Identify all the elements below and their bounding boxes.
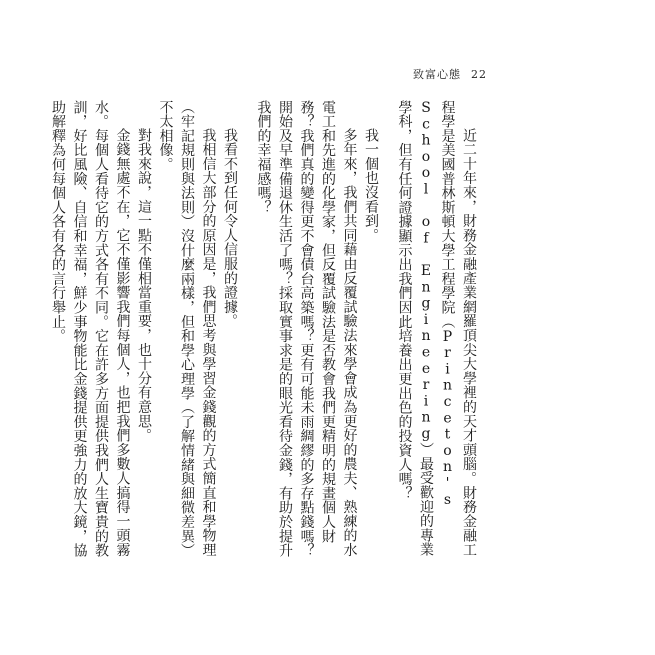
paragraph-4: 我看不到任何令人信服的證據。: [222, 128, 238, 329]
paragraph-7: 金錢無處不在，它不僅影響我們每個人，也把我們多數人搞得一頭霧水。每個人看待它的方式各有不同。它在許多方面提供我們人生寶貴的教訓，好比風險、自信和幸福，鮮少事物能比金錢提供更強力的放大鏡，協助解釋為何每個人各有各的言行舉止。: [50, 100, 131, 558]
paragraph-1: 近二十年來，財務金融產業網羅頂尖大學裡的天才頭腦。財務金融工程學是美國普林斯頓大學工程學院（Princeton's School of Engineering）最受歡迎的專業學科，但有任何證據顯示出我們因此培養出更出色的投資人嗎？: [396, 100, 477, 557]
body-text: [47, 100, 480, 570]
running-header: [413, 66, 487, 82]
paragraph-5: 我相信大部分的原因是，我們思考與學習金錢觀的方式簡直和學物理（牢記規則與法則）沒什麼兩樣，但和學心理學（了解情緒與細微差異）不太相像。: [157, 100, 217, 558]
paragraph-3: 多年來，我們共同藉由反覆試驗法來學會成為更好的農夫、熟練的水電工和先進的化學家，但反覆試驗法是否教會我們更精明的規畫個人財務？我們真的變得更不會債台高築嗎？更有可能未雨綢繆的多存點錢嗎？開始及早準備退休生活了嗎？採取實事求是的眼光看待金錢，有助於提升我們的幸福感嗎？: [255, 100, 358, 558]
page-number: 22: [471, 68, 487, 81]
paragraph-2: 我一個也沒看到。: [363, 128, 379, 243]
paragraph-6: 對我來說，這一點不僅相當重要，也十分有意思。: [136, 128, 152, 443]
book-title: 致富心態: [413, 68, 461, 81]
